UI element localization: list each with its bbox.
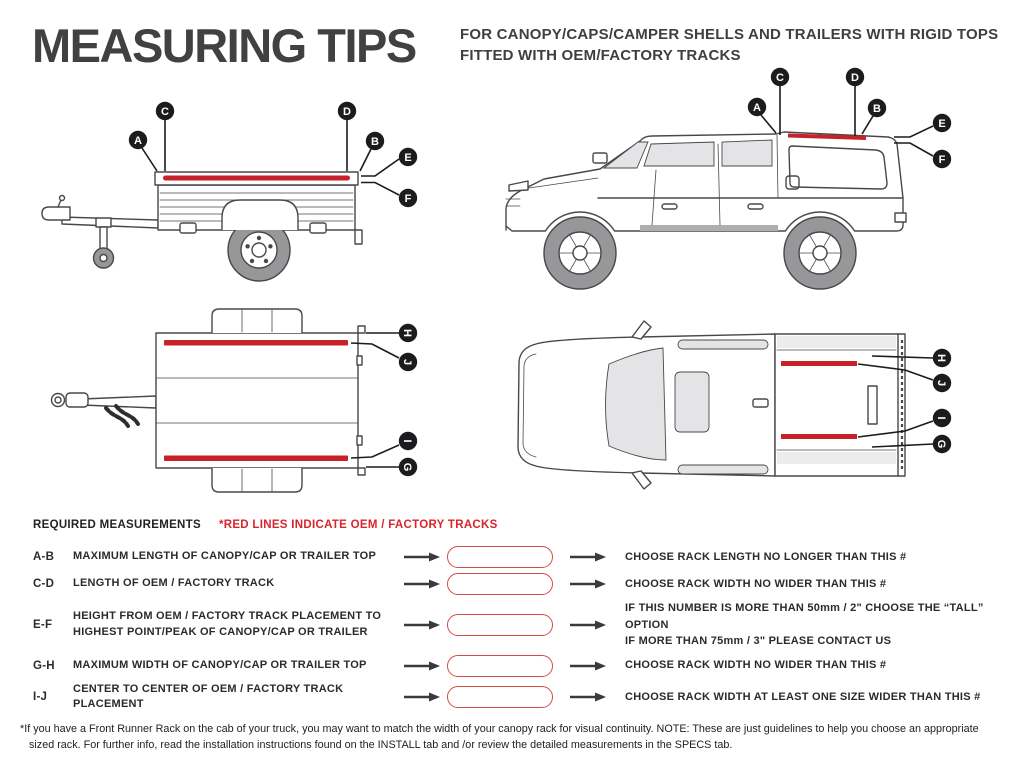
oem-track-line (164, 456, 348, 462)
svg-text:H: H (935, 354, 948, 362)
svg-text:B: B (873, 102, 881, 115)
red-lines-note: *RED LINES INDICATE OEM / FACTORY TRACKS (218, 519, 498, 531)
arrow-icon (403, 692, 447, 702)
oem-track-line (781, 434, 857, 439)
svg-text:A: A (753, 101, 761, 114)
arrow-icon (569, 579, 625, 589)
svg-text:J: J (935, 379, 948, 387)
svg-text:J: J (401, 358, 414, 366)
measurement-key: C-D (33, 578, 55, 590)
footnote-line-1: *If you have a Front Runner Rack on the cab of your truck, you may want to match the width of your canopy rack for visual continuity. NOTE: These are just guidelines to help you choose an appropriate (20, 723, 979, 735)
label-badge-i (933, 409, 951, 427)
label-badge-g (399, 458, 417, 476)
label-badge-c (771, 68, 789, 86)
label-badge-e (933, 114, 951, 132)
svg-text:F: F (938, 153, 946, 166)
svg-text:G: G (401, 462, 414, 472)
label-badge-f (399, 189, 417, 207)
svg-text:E: E (938, 117, 946, 130)
oem-track-line (164, 340, 348, 346)
label-badge-f (933, 150, 951, 168)
measurement-description: LENGTH OF OEM / FACTORY TRACK (73, 577, 275, 590)
measurement-value-box (447, 655, 553, 677)
measurement-description: MAXIMUM WIDTH OF CANOPY/CAP OR TRAILER TOP (73, 658, 367, 671)
label-badge-c (156, 102, 174, 120)
measurement-key: E-F (33, 618, 53, 631)
trailer-side-view-diagram (28, 78, 448, 298)
svg-text:H: H (401, 329, 414, 337)
recommendation-text: CHOOSE RACK WIDTH AT LEAST ONE SIZE WIDER THAN THIS # (625, 691, 981, 704)
svg-text:F: F (404, 192, 412, 205)
measurement-value-box (447, 573, 553, 595)
measurement-description: HEIGHT FROM OEM / FACTORY TRACK PLACEMENT TO HIGHEST POINT/PEAK OF CANOPY/CAP OR TRAILER (73, 609, 382, 638)
measurement-row-ij (33, 682, 1013, 714)
svg-text:G: G (935, 439, 948, 449)
recommendation-text: CHOOSE RACK WIDTH NO WIDER THAN THIS # (625, 577, 887, 590)
recommendation-text: CHOOSE RACK LENGTH NO LONGER THAN THIS # (625, 550, 907, 563)
measurement-row-gh (33, 655, 1013, 677)
arrow-icon (569, 692, 625, 702)
measurement-value-box (447, 614, 553, 636)
arrow-icon (569, 552, 625, 562)
measurement-row-ab (33, 546, 1013, 568)
required-measurements-section (33, 519, 1013, 713)
measurement-row-cd (33, 573, 1013, 595)
recommendation-text: IF THIS NUMBER IS MORE THAN 50mm / 2" CHOOSE THE “TALL” OPTION IF MORE THAN 75mm / 3" PLEASE CONTACT US (625, 602, 984, 647)
arrow-icon (569, 620, 625, 630)
svg-text:E: E (404, 151, 412, 164)
measurement-rows (33, 546, 1013, 713)
truck-side-drawing (506, 132, 906, 289)
svg-text:A: A (134, 134, 142, 147)
measurement-key: G-H (33, 659, 55, 672)
footnote-line-2: sized rack. For further info, read the installation instructions found on the INSTALL tab and /or review the detailed measurements in the SPECS tab. (29, 739, 733, 752)
arrow-icon (403, 620, 447, 630)
label-badge-j (933, 374, 951, 392)
svg-text:D: D (851, 71, 859, 84)
arrow-icon (403, 552, 447, 562)
svg-text:I: I (935, 416, 948, 420)
trailer-top-view-diagram (20, 300, 450, 515)
svg-text:C: C (776, 71, 784, 84)
subtitle-line-1: FOR CANOPY/CAPS/CAMPER SHELLS AND TRAILERS WITH RIGID TOPS (460, 26, 999, 43)
measurement-row-ef (33, 600, 1013, 650)
svg-text:B: B (371, 135, 379, 148)
subtitle-line-2: FITTED WITH OEM/FACTORY TRACKS (460, 47, 741, 64)
section-title: REQUIRED MEASUREMENTS (33, 519, 201, 531)
label-badge-d (338, 102, 356, 120)
label-badge-d (846, 68, 864, 86)
label-badge-e (399, 148, 417, 166)
measurement-key: A-B (33, 551, 55, 563)
arrow-icon (403, 579, 447, 589)
trailer-side-drawing (42, 172, 362, 281)
measurement-value-box (447, 686, 553, 708)
label-badge-i (399, 432, 417, 450)
footnote (20, 721, 1012, 753)
label-badge-b (366, 132, 384, 150)
arrow-icon (569, 661, 625, 671)
oem-track-line (781, 361, 857, 366)
measurement-key: I-J (33, 691, 48, 704)
label-badge-b (868, 99, 886, 117)
oem-track-line (163, 176, 350, 181)
measurement-value-box (447, 546, 553, 568)
svg-text:I: I (401, 439, 414, 443)
truck-side-view-diagram (490, 58, 1024, 300)
label-badge-h (933, 349, 951, 367)
label-badge-h (399, 324, 417, 342)
page-title: MEASURING TIPS (32, 19, 416, 72)
truck-top-drawing (518, 321, 905, 489)
trailer-top-drawing (52, 309, 366, 492)
label-badge-g (933, 435, 951, 453)
svg-text:C: C (161, 105, 169, 118)
svg-text:D: D (343, 105, 351, 118)
label-badge-a (748, 98, 766, 116)
measurement-description: MAXIMUM LENGTH OF CANOPY/CAP OR TRAILER TOP (73, 550, 377, 563)
recommendation-text: CHOOSE RACK WIDTH NO WIDER THAN THIS # (625, 659, 887, 672)
truck-top-view-diagram (490, 300, 1024, 515)
label-badge-j (399, 353, 417, 371)
arrow-icon (403, 661, 447, 671)
label-badge-a (129, 131, 147, 149)
measurement-description: CENTER TO CENTER OF OEM / FACTORY TRACK PLACEMENT (73, 682, 344, 711)
